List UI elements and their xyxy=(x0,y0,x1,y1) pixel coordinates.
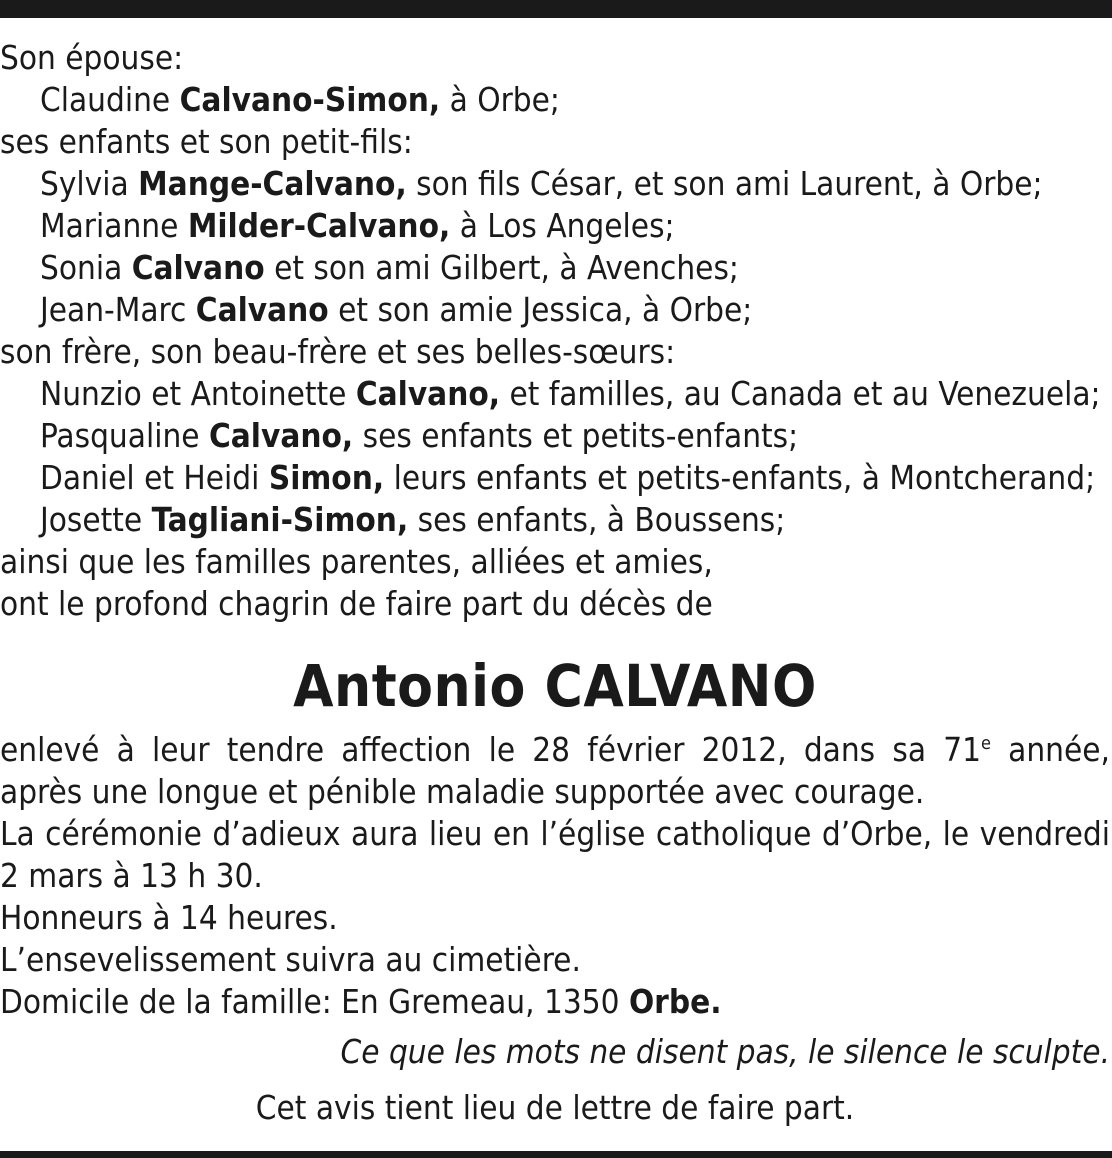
relative-surname: Simon, xyxy=(268,458,385,497)
word: cérémonie xyxy=(45,814,202,853)
word: 2012, xyxy=(701,730,787,769)
age xyxy=(943,729,991,771)
word: La xyxy=(0,814,35,853)
relative-surname: Calvano-Simon, xyxy=(179,80,441,119)
relative-surname: Calvano xyxy=(131,248,265,287)
spouse-heading: Son épouse: xyxy=(0,38,184,77)
age-number: 71 xyxy=(943,730,981,769)
relative-line xyxy=(0,373,1110,415)
relative-line xyxy=(0,499,1110,541)
announcement-line xyxy=(0,729,1110,771)
relative-surname: Tagliani-Simon, xyxy=(151,500,409,539)
closing-line: ainsi que les familles parentes, alliées et amies, xyxy=(0,542,713,581)
top-rule xyxy=(0,0,1112,18)
relative-details: ses enfants et petits-enfants; xyxy=(362,416,799,455)
word: d’Orbe, xyxy=(821,814,933,853)
domicile-line xyxy=(0,981,1110,1023)
domicile-address: Domicile de la famille: En Gremeau, 1350 xyxy=(0,982,620,1021)
relative-first-name: Sylvia xyxy=(40,164,129,203)
word: février xyxy=(587,730,685,769)
deceased-name: Antonio CALVANO xyxy=(293,652,817,720)
word: lieu xyxy=(428,814,483,853)
children-heading: ses enfants et son petit-fils: xyxy=(0,122,413,161)
word: affection xyxy=(341,730,472,769)
relative-first-name: Josette xyxy=(40,500,143,539)
relative-line xyxy=(0,289,1110,331)
relative-details: et familles, au Canada et au Venezuela; xyxy=(509,374,1101,413)
word: d’adieux xyxy=(212,814,341,853)
announcement-line: Honneurs à 14 heures. xyxy=(0,898,338,937)
word: vendredi xyxy=(979,814,1110,853)
relative-first-name: Jean-Marc xyxy=(40,290,187,329)
relative-line xyxy=(0,205,1110,247)
relative-details: à Los Angeles; xyxy=(459,206,675,245)
word: année, xyxy=(1008,730,1110,769)
relative-first-name: Pasqualine xyxy=(40,416,200,455)
relative-surname: Milder-Calvano, xyxy=(187,206,451,245)
announcement-line: après une longue et pénible maladie supportée avec courage. xyxy=(0,772,925,811)
word: dans xyxy=(803,730,876,769)
word: enlevé xyxy=(0,730,100,769)
word: tendre xyxy=(226,730,325,769)
closing-line: ont le profond chagrin de faire part du décès de xyxy=(0,584,713,623)
relative-surname: Mange-Calvano, xyxy=(138,164,407,203)
relative-details: son fils César, et son ami Laurent, à Orbe; xyxy=(416,164,1043,203)
announcement-text xyxy=(0,729,1110,1023)
announcement-line: L’ensevelissement suivra au cimetière. xyxy=(0,940,581,979)
announcement-line: 2 mars à 13 h 30. xyxy=(0,856,263,895)
word: catholique xyxy=(655,814,812,853)
notice-body xyxy=(0,37,1110,1129)
relative-details: et son ami Gilbert, à Avenches; xyxy=(274,248,739,287)
relative-first-name: Marianne xyxy=(40,206,179,245)
quote: Ce que les mots ne disent pas, le silence le sculpte. xyxy=(340,1032,1110,1071)
relative-line xyxy=(0,247,1110,289)
relative-surname: Calvano xyxy=(195,290,329,329)
relative-first-name: Daniel et Heidi xyxy=(40,458,260,497)
relative-first-name: Nunzio et Antoinette xyxy=(40,374,347,413)
relative-details: à Orbe; xyxy=(449,80,560,119)
relative-details: ses enfants, à Boussens; xyxy=(417,500,786,539)
word: l’église xyxy=(540,814,646,853)
relative-surname: Calvano, xyxy=(355,374,501,413)
word: le xyxy=(488,730,516,769)
footer-note: Cet avis tient lieu de lettre de faire part. xyxy=(255,1088,855,1127)
relative-first-name: Claudine xyxy=(40,80,171,119)
word: aura xyxy=(351,814,419,853)
relative-details: et son amie Jessica, à Orbe; xyxy=(338,290,753,329)
siblings-heading: son frère, son beau-frère et ses belles-sœurs: xyxy=(0,332,676,371)
age-ordinal: e xyxy=(980,733,991,754)
relative-first-name: Sonia xyxy=(40,248,123,287)
word: leur xyxy=(152,730,210,769)
relative-line xyxy=(0,163,1110,205)
relative-line xyxy=(0,457,1110,499)
word: 28 xyxy=(532,730,571,769)
bottom-rule xyxy=(0,1151,1112,1158)
domicile-town: Orbe. xyxy=(628,982,722,1021)
relative-line xyxy=(0,79,1110,121)
relative-details: leurs enfants et petits-enfants, à Montcherand; xyxy=(393,458,1096,497)
word: sa xyxy=(892,730,927,769)
word: à xyxy=(116,730,135,769)
announcement-line xyxy=(0,813,1110,855)
word: en xyxy=(492,814,530,853)
word: le xyxy=(942,814,970,853)
relative-line xyxy=(0,415,1110,457)
relative-surname: Calvano, xyxy=(208,416,354,455)
